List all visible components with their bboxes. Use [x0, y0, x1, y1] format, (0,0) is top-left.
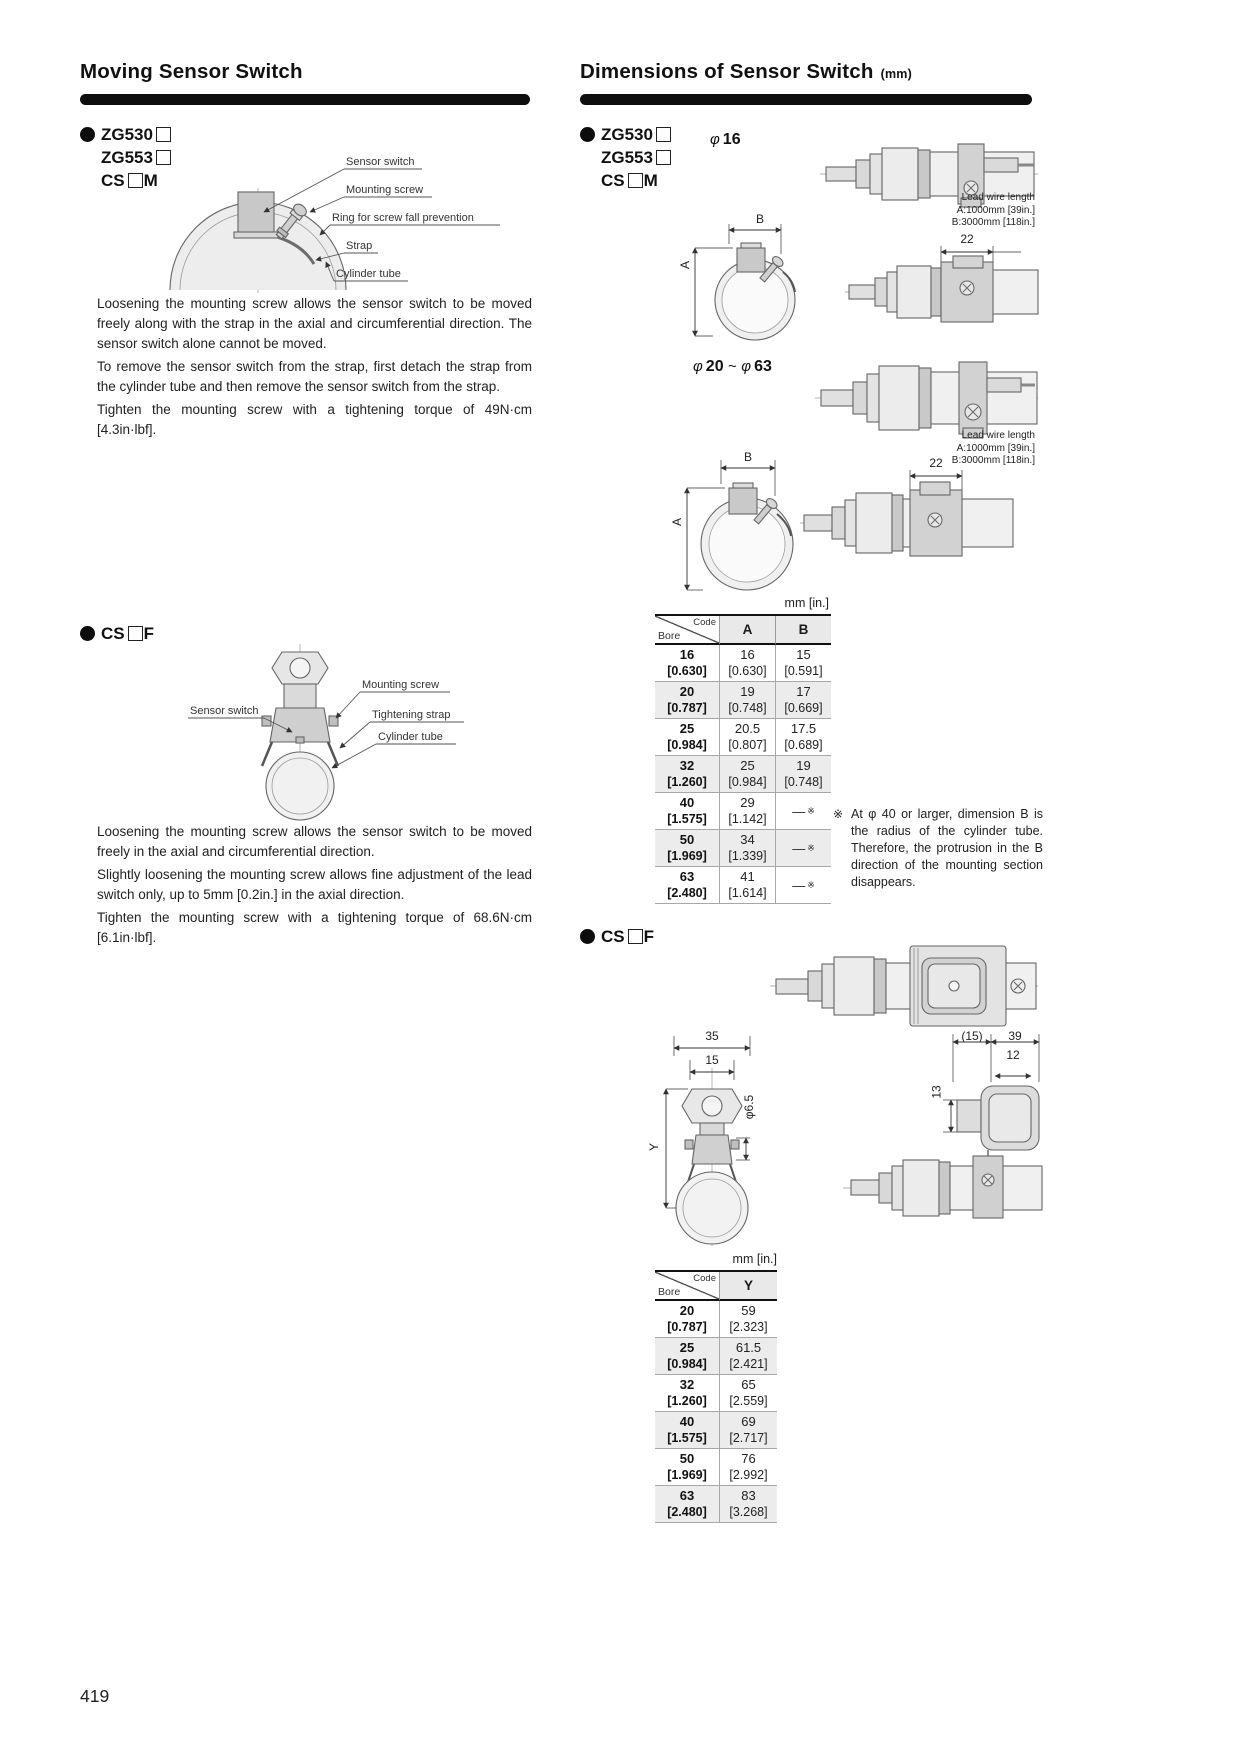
csf-front-view: [652, 1028, 772, 1248]
bore-cell: 63 [2.480]: [655, 1486, 719, 1523]
csm-strap-diagram: [150, 150, 530, 295]
kome-marker: ※: [833, 807, 844, 821]
csf-model-header: [80, 622, 154, 645]
a-cell: 20.5 [0.807]: [719, 719, 775, 756]
dim-a-label: A: [670, 517, 685, 527]
callout-tightening-strap: Tightening strap: [372, 709, 451, 721]
b-cell: 19 [0.748]: [775, 756, 831, 793]
dim-b-label: B: [755, 212, 764, 226]
csf-side-view: [770, 940, 1040, 1030]
phi20-63-cross-section: [675, 452, 805, 597]
bore-16-label: φ 16: [710, 131, 741, 148]
a-cell: 29 [1.142]: [719, 793, 775, 830]
column-header-b: B: [775, 616, 831, 645]
bore-range-label: φ 20 ~ φ 63: [693, 358, 772, 375]
y-dimension-table: [655, 1270, 777, 1523]
option-box-icon: [656, 127, 671, 142]
dim-22-label: 22: [960, 232, 974, 246]
model-code: CS: [601, 926, 625, 946]
model-code: ZG530: [101, 124, 153, 144]
model-code-suffix: F: [643, 926, 655, 946]
unit-label: mm [in.]: [784, 596, 829, 610]
note-item: To remove the sensor switch from the strap, first detach the strap from the cylinder tube and then remove the sensor switch from the strap.: [97, 359, 532, 394]
table-corner-cell: Code Bore: [655, 616, 719, 645]
option-box-icon: [128, 173, 143, 188]
bore-cell: 32 [1.260]: [655, 756, 719, 793]
dim-y-label: Y: [647, 1142, 662, 1152]
b-cell: 15 [0.591]: [775, 645, 831, 682]
left-title-bar: [80, 94, 530, 105]
callout-cylinder-tube: Cylinder tube: [336, 268, 401, 280]
model-code: ZG530: [601, 124, 653, 144]
option-box-icon: [656, 150, 671, 165]
bore-cell: 16 [0.630]: [655, 645, 719, 682]
bore-cell: 63 [2.480]: [655, 867, 719, 904]
page-number: 419: [80, 1686, 110, 1706]
option-box-icon: [128, 626, 143, 641]
callout-mounting-screw: Mounting screw: [346, 184, 424, 196]
y-cell: 83 [3.268]: [719, 1486, 777, 1523]
note-item-continuation: Tighten the mounting screw with a tightening torque of 68.6N·cm [6.1in·lbf].: [97, 910, 532, 945]
dim-b-label: B: [743, 450, 752, 464]
model-code: CS: [601, 170, 625, 190]
csf-connector-view: [843, 1028, 1043, 1233]
bullet-dot-icon: [580, 127, 595, 142]
b-cell: — ※: [775, 830, 831, 867]
dim-12-label: 12: [1006, 1048, 1020, 1062]
phi16-cross-section: [683, 218, 813, 348]
csf-model-header-right: [580, 925, 654, 948]
y-cell: 76 [2.992]: [719, 1449, 777, 1486]
option-box-icon: [156, 127, 171, 142]
model-code-suffix: M: [143, 170, 158, 190]
callout-sensor-switch: Sensor switch: [190, 705, 259, 717]
phi16-side-view-2: [845, 242, 1040, 337]
model-code: CS: [101, 170, 125, 190]
callout-cylinder-tube: Cylinder tube: [378, 731, 443, 743]
dim-13-label: 13: [929, 1085, 944, 1099]
y-cell: 59 [2.323]: [719, 1301, 777, 1338]
b-cell: 17 [0.669]: [775, 682, 831, 719]
lead-wire-note: Lead wire length A:1000mm [39in.] B:3000mm [118in.]: [951, 192, 1035, 228]
model-code: ZG553: [601, 147, 653, 167]
bullet-dot-icon: [80, 127, 95, 142]
b-cell: — ※: [775, 793, 831, 830]
dim-15-label: 15: [705, 1053, 719, 1067]
y-cell: 65 [2.559]: [719, 1375, 777, 1412]
callout-strap: Strap: [346, 240, 373, 252]
bullet-dot-icon: [80, 626, 95, 641]
note-item: Loosening the mounting screw allows the sensor switch to be moved freely along with the strap in the axial and circumferential direction. The sensor switch alone cannot be moved.: [97, 296, 532, 351]
dim-dia-label: φ6.5: [742, 1094, 757, 1120]
option-box-icon: [628, 173, 643, 188]
bore-cell: 50 [1.969]: [655, 830, 719, 867]
dim-39-label: 39: [1008, 1029, 1022, 1043]
csf-band-diagram: [150, 640, 530, 820]
bore-cell: 25 [0.984]: [655, 1338, 719, 1375]
right-section-title: Dimensions of Sensor Switch (mm): [580, 60, 912, 83]
lead-wire-note: Lead wire length A:1000mm [39in.] B:3000mm [118in.]: [951, 430, 1035, 466]
a-cell: 25 [0.984]: [719, 756, 775, 793]
note-item: Tighten the mounting screw with a tightening torque of 49N·cm [4.3in·lbf].: [97, 402, 532, 437]
callout-mounting-screw: Mounting screw: [362, 679, 440, 691]
csm-notes: [80, 294, 532, 443]
csm-model-list-right: [580, 123, 672, 192]
model-code-suffix: F: [143, 623, 155, 643]
left-section-title: Moving Sensor Switch: [80, 60, 303, 83]
a-cell: 16 [0.630]: [719, 645, 775, 682]
callout-ring: Ring for screw fall prevention: [332, 212, 474, 224]
bullet-dot-icon: [580, 929, 595, 944]
dim-35-label: 35: [705, 1029, 719, 1043]
bore-cell: 32 [1.260]: [655, 1375, 719, 1412]
phi20-63-side-view-2: [800, 468, 1015, 573]
a-cell: 19 [0.748]: [719, 682, 775, 719]
note-item: Slightly loosening the mounting screw allows fine adjustment of the lead switch only, up to 5mm [0.2in.] in the axial direction.: [97, 867, 532, 902]
unit-label: mm [in.]: [732, 1252, 777, 1266]
callout-sensor-switch: Sensor switch: [346, 156, 415, 168]
b-cell: — ※: [775, 867, 831, 904]
bore-cell: 50 [1.969]: [655, 1449, 719, 1486]
bore-cell: 20 [0.787]: [655, 1301, 719, 1338]
bore-cell: 25 [0.984]: [655, 719, 719, 756]
dim-a-label: A: [678, 260, 693, 270]
table-footnote: ※ At φ 40 or larger, dimension B is the radius of the cylinder tube. Therefore, the protrusion in the B direction of the mounting section disappears.: [833, 807, 1043, 889]
title-unit: (mm): [880, 67, 912, 81]
dim-22-label: 22: [929, 456, 943, 470]
a-cell: 41 [1.614]: [719, 867, 775, 904]
model-line: [80, 123, 172, 146]
y-cell: 69 [2.717]: [719, 1412, 777, 1449]
column-header-a: A: [719, 616, 775, 645]
table-corner-cell: Code Bore: [655, 1272, 719, 1301]
model-line: [580, 123, 672, 146]
option-box-icon: [628, 929, 643, 944]
model-line: [580, 146, 672, 169]
column-header-y: Y: [719, 1272, 777, 1301]
model-line: CS M: [601, 170, 658, 190]
bore-cell: 20 [0.787]: [655, 682, 719, 719]
dim-15p-label: (15): [961, 1029, 983, 1043]
ab-dimension-table: [655, 614, 831, 904]
y-cell: 61.5 [2.421]: [719, 1338, 777, 1375]
bore-cell: 40 [1.575]: [655, 793, 719, 830]
right-title-bar: [580, 94, 1032, 105]
a-cell: 34 [1.339]: [719, 830, 775, 867]
bore-cell: 40 [1.575]: [655, 1412, 719, 1449]
b-cell: 17.5 [0.689]: [775, 719, 831, 756]
model-code: ZG553: [101, 147, 153, 167]
note-item: Loosening the mounting screw allows the sensor switch to be moved freely in the axial and circumferential direction.: [97, 824, 532, 859]
model-code: CS: [101, 623, 125, 643]
csf-notes: [80, 822, 532, 951]
